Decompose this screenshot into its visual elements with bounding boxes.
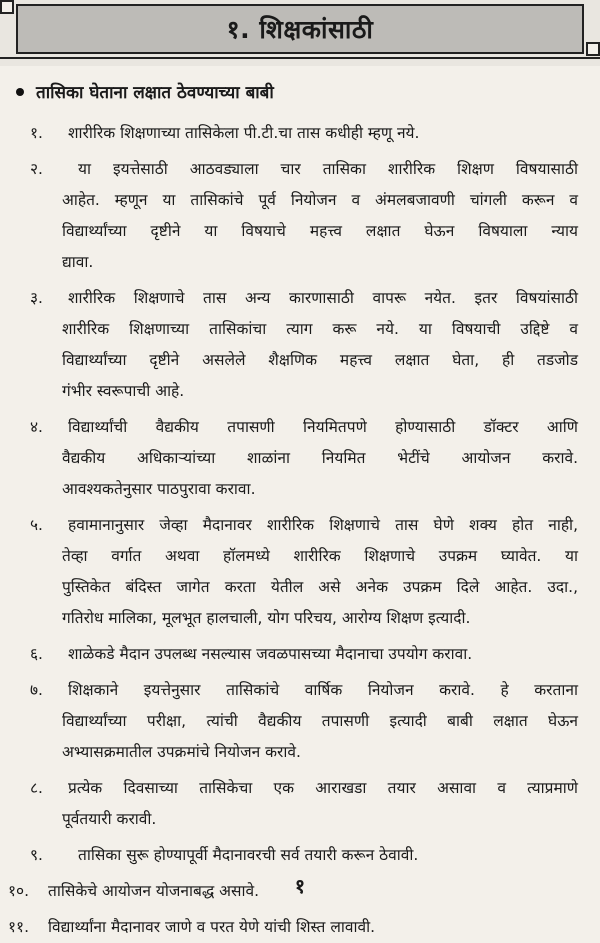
list-item-number: १. bbox=[30, 124, 43, 142]
list-item bbox=[0, 510, 600, 634]
list-item-number: ८. bbox=[30, 779, 43, 797]
list-item-line: पुस्तिकेत बंदिस्त जागेत करता येतील असे अनेक उपक्रम दिले आहेत. उदा., bbox=[62, 578, 578, 596]
list-item-line: पूर्वतयारी करावी. bbox=[62, 810, 157, 828]
list-item-number: ७. bbox=[30, 681, 43, 699]
list-item-line: गतिरोध मालिका, मूलभूत हालचाली, योग परिचय, आरोग्य शिक्षण इत्यादी. bbox=[62, 609, 471, 627]
list-item-line: शारीरिक शिक्षणाचे तास अन्य कारणासाठी वापरू नयेत. इतर विषयांसाठी bbox=[68, 289, 578, 307]
bullet-icon bbox=[16, 88, 24, 96]
list-item-line: विद्यार्थ्यांच्या दृष्टीने असलेले शैक्षणिक महत्त्व लक्षात घेता, ही तडजोड bbox=[62, 351, 578, 369]
list-item-line: आहेत. म्हणून या तासिकांचे पूर्व नियोजन व अंमलबजावणी चांगली करून व bbox=[62, 191, 578, 209]
list-item bbox=[0, 639, 600, 670]
corner-ornament-left bbox=[0, 0, 14, 14]
list-item-number: ११. bbox=[8, 918, 30, 936]
section-heading-text: तासिका घेताना लक्षात ठेवण्याच्या बाबी bbox=[36, 83, 274, 103]
corner-ornament-right bbox=[586, 42, 600, 56]
list-item-number: ४. bbox=[30, 418, 43, 436]
list-item bbox=[0, 912, 600, 943]
list-item bbox=[0, 283, 600, 407]
list-item bbox=[0, 773, 600, 835]
list-item-line: शिक्षकाने इयत्तेनुसार तासिकांचे वार्षिक नियोजन करावे. हे करताना bbox=[68, 681, 578, 699]
title-banner bbox=[16, 4, 584, 54]
list-item-line: हवामानानुसार जेव्हा मैदानावर शारीरिक शिक्षणाचे तास घेणे शक्य होत नाही, bbox=[68, 516, 578, 534]
list-item bbox=[0, 412, 600, 505]
list-item-line: तेव्हा वर्गात अथवा हॉलमध्ये शारीरिक शिक्षणाचे उपक्रम घ्यावेत. या bbox=[62, 547, 578, 565]
list-item-line: शारीरिक शिक्षणाच्या तासिकेला पी.टी.चा तास कधीही म्हणू नये. bbox=[68, 124, 420, 142]
list-item-line: तासिका सुरू होण्यापूर्वी मैदानावरची सर्व तयारी करून ठेवावी. bbox=[78, 846, 419, 864]
list-item-line: विद्यार्थ्यांच्या परीक्षा, त्यांची वैद्यकीय तपासणी इत्यादी बाबी लक्षात घेऊन bbox=[62, 712, 578, 730]
list-item-line: शाळेकडे मैदान उपलब्ध नसल्यास जवळपासच्या मैदानाचा उपयोग करावा. bbox=[68, 645, 473, 663]
list-item-line: विद्यार्थ्यांना मैदानावर जाणे व परत येणे यांची शिस्त लावावी. bbox=[48, 918, 376, 936]
list-item bbox=[0, 118, 600, 149]
list-item-number: ३. bbox=[30, 289, 43, 307]
list-item-line: आवश्यकतेनुसार पाठपुरावा करावा. bbox=[62, 480, 256, 498]
list-item-line: विद्यार्थ्यांची वैद्यकीय तपासणी नियमितपणे होण्यासाठी डॉक्टर आणि bbox=[68, 418, 578, 436]
list-item-line: प्रत्येक दिवसाच्या तासिकेचा एक आराखडा तयार असावा व त्याप्रमाणे bbox=[68, 779, 578, 797]
list-item-line: द्यावा. bbox=[62, 253, 94, 271]
list-item-line: अभ्यासक्रमातील उपक्रमांचे नियोजन करावे. bbox=[62, 743, 301, 761]
list-item-line: विद्यार्थ्यांच्या दृष्टीने या विषयाचे महत्त्व लक्षात घेऊन विषयाला न्याय bbox=[62, 222, 578, 240]
list-item-line: या इयत्तेसाठी आठवड्याला चार तासिका शारीरिक शिक्षण विषयासाठी bbox=[78, 160, 578, 178]
page-number: १ bbox=[294, 874, 306, 898]
list-item bbox=[0, 840, 600, 871]
list-item-number: १०. bbox=[8, 882, 30, 900]
list-item bbox=[0, 154, 600, 278]
list-item-line: तासिकेचे आयोजन योजनाबद्ध असावे. bbox=[48, 882, 260, 900]
list-item-line: वैद्यकीय अधिकाऱ्यांच्या शाळांना नियमित भेटींचे आयोजन करावे. bbox=[62, 449, 578, 467]
list-item-number: २. bbox=[30, 160, 43, 178]
header-rule bbox=[0, 57, 600, 59]
list-item-line: शारीरिक शिक्षणाच्या तासिकांचा त्याग करू नये. या विषयाची उद्दिष्टे व bbox=[62, 320, 578, 338]
list-item-number: ५. bbox=[30, 516, 43, 534]
page-title: १. शिक्षकांसाठी bbox=[226, 15, 374, 44]
list-item-number: ९. bbox=[30, 846, 43, 864]
list-item bbox=[0, 675, 600, 768]
list-item-number: ६. bbox=[30, 645, 43, 663]
section-heading bbox=[16, 80, 274, 103]
list-item-line: गंभीर स्वरूपाची आहे. bbox=[62, 382, 185, 400]
